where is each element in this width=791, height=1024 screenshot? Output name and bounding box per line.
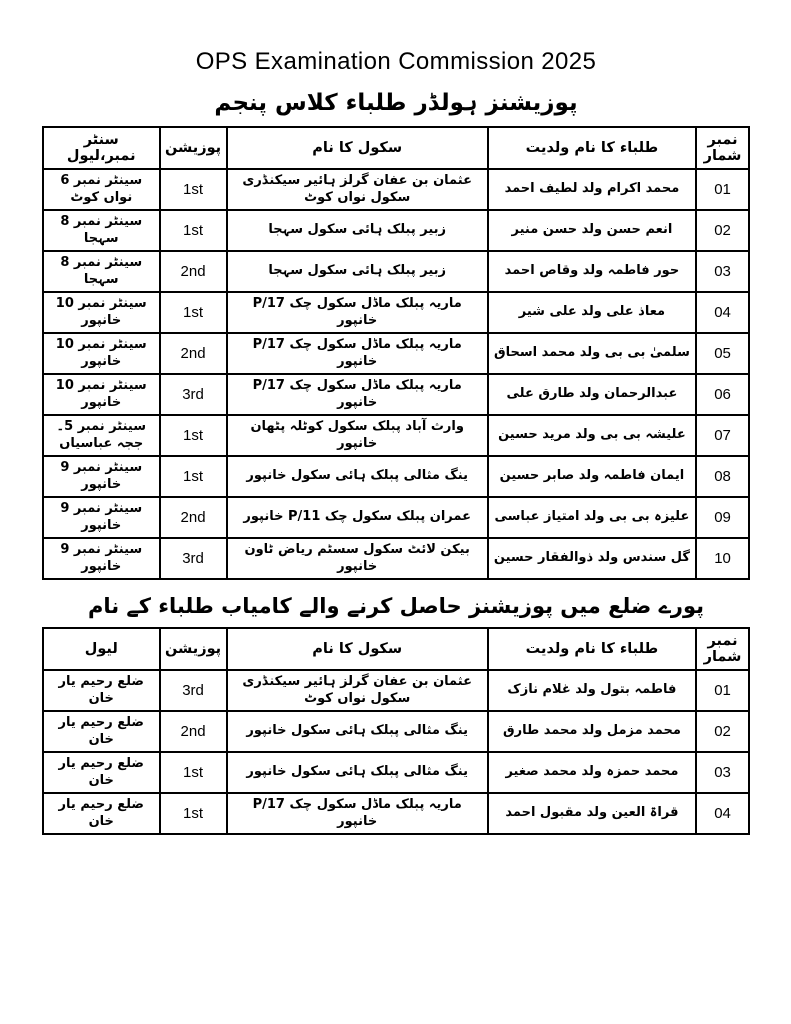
cell-name: سلمیٰ بی بی ولد محمد اسحاق — [488, 333, 696, 374]
table-row — [43, 292, 749, 333]
cell-position: 1st — [160, 456, 227, 497]
cell-serial: 02 — [696, 711, 749, 752]
cell-school: ماریہ پبلک ماڈل سکول چک 17/P خانپور — [227, 793, 488, 834]
table2-body — [43, 670, 749, 834]
table-row — [43, 497, 749, 538]
table-row — [43, 711, 749, 752]
table-row — [43, 456, 749, 497]
cell-position: 3rd — [160, 374, 227, 415]
cell-position: 1st — [160, 752, 227, 793]
col-header-name: طلباء کا نام ولدیت — [488, 628, 696, 670]
cell-level: ضلع رحیم یار خان — [43, 670, 160, 711]
table-row — [43, 752, 749, 793]
table-row — [43, 169, 749, 210]
header-row — [43, 628, 749, 670]
cell-center: سینٹر نمبر 5۔ججہ عباسیاں — [43, 415, 160, 456]
col-header-serial: نمبر شمار — [696, 628, 749, 670]
table-row — [43, 251, 749, 292]
cell-center: سینٹر نمبر 10 خانپور — [43, 292, 160, 333]
cell-school: وارث آباد پبلک سکول کوٹلہ پٹھان خانپور — [227, 415, 488, 456]
cell-level: ضلع رحیم یار خان — [43, 711, 160, 752]
cell-position: 1st — [160, 210, 227, 251]
cell-serial: 02 — [696, 210, 749, 251]
cell-center: سینٹر نمبر 8 سہجا — [43, 251, 160, 292]
cell-school: عمران پبلک سکول چک 11/P خانپور — [227, 497, 488, 538]
table1-header — [43, 127, 749, 169]
col-header-name: طلباء کا نام ولدیت — [488, 127, 696, 169]
table-row — [43, 538, 749, 579]
cell-name: انعم حسن ولد حسن منیر — [488, 210, 696, 251]
cell-school: ماریہ پبلک ماڈل سکول چک 17/P خانپور — [227, 333, 488, 374]
cell-center: سینٹر نمبر 6 نواں کوٹ — [43, 169, 160, 210]
cell-position: 3rd — [160, 538, 227, 579]
cell-serial: 04 — [696, 292, 749, 333]
cell-center: سینٹر نمبر 9 خانپور — [43, 456, 160, 497]
cell-position: 1st — [160, 415, 227, 456]
col-header-position: پوزیشن — [160, 127, 227, 169]
cell-center: سینٹر نمبر 8 سہجا — [43, 210, 160, 251]
cell-name: محمد مزمل ولد محمد طارق — [488, 711, 696, 752]
cell-position: 3rd — [160, 670, 227, 711]
cell-position: 1st — [160, 292, 227, 333]
cell-school: ینگ مثالی پبلک ہائی سکول خانپور — [227, 752, 488, 793]
cell-position: 2nd — [160, 497, 227, 538]
table-row — [43, 415, 749, 456]
cell-name: علیزہ بی بی ولد امتیاز عباسی — [488, 497, 696, 538]
cell-school: ماریہ پبلک ماڈل سکول چک 17/P خانپور — [227, 292, 488, 333]
cell-name: ایمان فاطمہ ولد صابر حسین — [488, 456, 696, 497]
cell-name: محمد اکرام ولد لطیف احمد — [488, 169, 696, 210]
cell-center: سینٹر نمبر 10 خانپور — [43, 333, 160, 374]
cell-serial: 04 — [696, 793, 749, 834]
district-positions-table — [42, 627, 750, 835]
cell-serial: 07 — [696, 415, 749, 456]
cell-serial: 01 — [696, 670, 749, 711]
table-row — [43, 210, 749, 251]
cell-school: ینگ مثالی پبلک ہائی سکول خانپور — [227, 456, 488, 497]
table-row — [43, 374, 749, 415]
table-row — [43, 793, 749, 834]
cell-level: ضلع رحیم یار خان — [43, 752, 160, 793]
page-title: OPS Examination Commission 2025 — [195, 48, 597, 75]
cell-school: زبیر پبلک ہائی سکول سہجا — [227, 210, 488, 251]
cell-school: ینگ مثالی پبلک ہائی سکول خانپور — [227, 711, 488, 752]
cell-level: ضلع رحیم یار خان — [43, 793, 160, 834]
col-header-serial: نمبر شمار — [696, 127, 749, 169]
header-row — [43, 127, 749, 169]
col-header-school: سکول کا نام — [227, 628, 488, 670]
cell-name: فاطمہ بتول ولد غلام نازک — [488, 670, 696, 711]
col-header-level: لیول — [43, 628, 160, 670]
cell-name: محمد حمزہ ولد محمد صغیر — [488, 752, 696, 793]
cell-school: بیکن لائٹ سکول سسٹم ریاض ٹاون خانپور — [227, 538, 488, 579]
cell-position: 2nd — [160, 711, 227, 752]
cell-school: عثمان بن عفان گرلز ہائیر سیکنڈری سکول نواں کوٹ — [227, 169, 488, 210]
cell-position: 1st — [160, 169, 227, 210]
cell-name: علیشہ بی بی ولد مرید حسین — [488, 415, 696, 456]
cell-school: عثمان بن عفان گرلز ہائیر سیکنڈری سکول نواں کوٹ — [227, 670, 488, 711]
cell-serial: 05 — [696, 333, 749, 374]
cell-serial: 10 — [696, 538, 749, 579]
cell-school: ماریہ پبلک ماڈل سکول چک 17/P خانپور — [227, 374, 488, 415]
cell-serial: 01 — [696, 169, 749, 210]
cell-school: زبیر پبلک ہائی سکول سہجا — [227, 251, 488, 292]
cell-serial: 08 — [696, 456, 749, 497]
col-header-position: پوزیشن — [160, 628, 227, 670]
positions-table-class5 — [42, 126, 750, 580]
cell-center: سینٹر نمبر 9 خانپور — [43, 538, 160, 579]
cell-position: 2nd — [160, 251, 227, 292]
cell-serial: 06 — [696, 374, 749, 415]
section2-title: پورے ضلع میں پوزیشنز حاصل کرنے والے کامیاب طلباء کے نام — [87, 594, 705, 618]
cell-serial: 03 — [696, 752, 749, 793]
table1-body — [43, 169, 749, 579]
table-row — [43, 670, 749, 711]
table-row — [43, 333, 749, 374]
cell-name: گل سندس ولد ذوالفقار حسین — [488, 538, 696, 579]
col-header-center-level: سنٹر نمبر،لیول — [43, 127, 160, 169]
cell-position: 2nd — [160, 333, 227, 374]
section1-title: پوزیشنز ہولڈر طلباء کلاس پنجم — [214, 90, 578, 116]
cell-name: حور فاطمہ ولد وقاص احمد — [488, 251, 696, 292]
cell-name: عبدالرحمان ولد طارق علی — [488, 374, 696, 415]
cell-name: قراۃ العین ولد مقبول احمد — [488, 793, 696, 834]
cell-position: 1st — [160, 793, 227, 834]
col-header-school: سکول کا نام — [227, 127, 488, 169]
cell-center: سینٹر نمبر 9 خانپور — [43, 497, 160, 538]
cell-serial: 09 — [696, 497, 749, 538]
cell-name: معاذ علی ولد علی شیر — [488, 292, 696, 333]
cell-serial: 03 — [696, 251, 749, 292]
cell-center: سینٹر نمبر 10 خانپور — [43, 374, 160, 415]
table2-header — [43, 628, 749, 670]
